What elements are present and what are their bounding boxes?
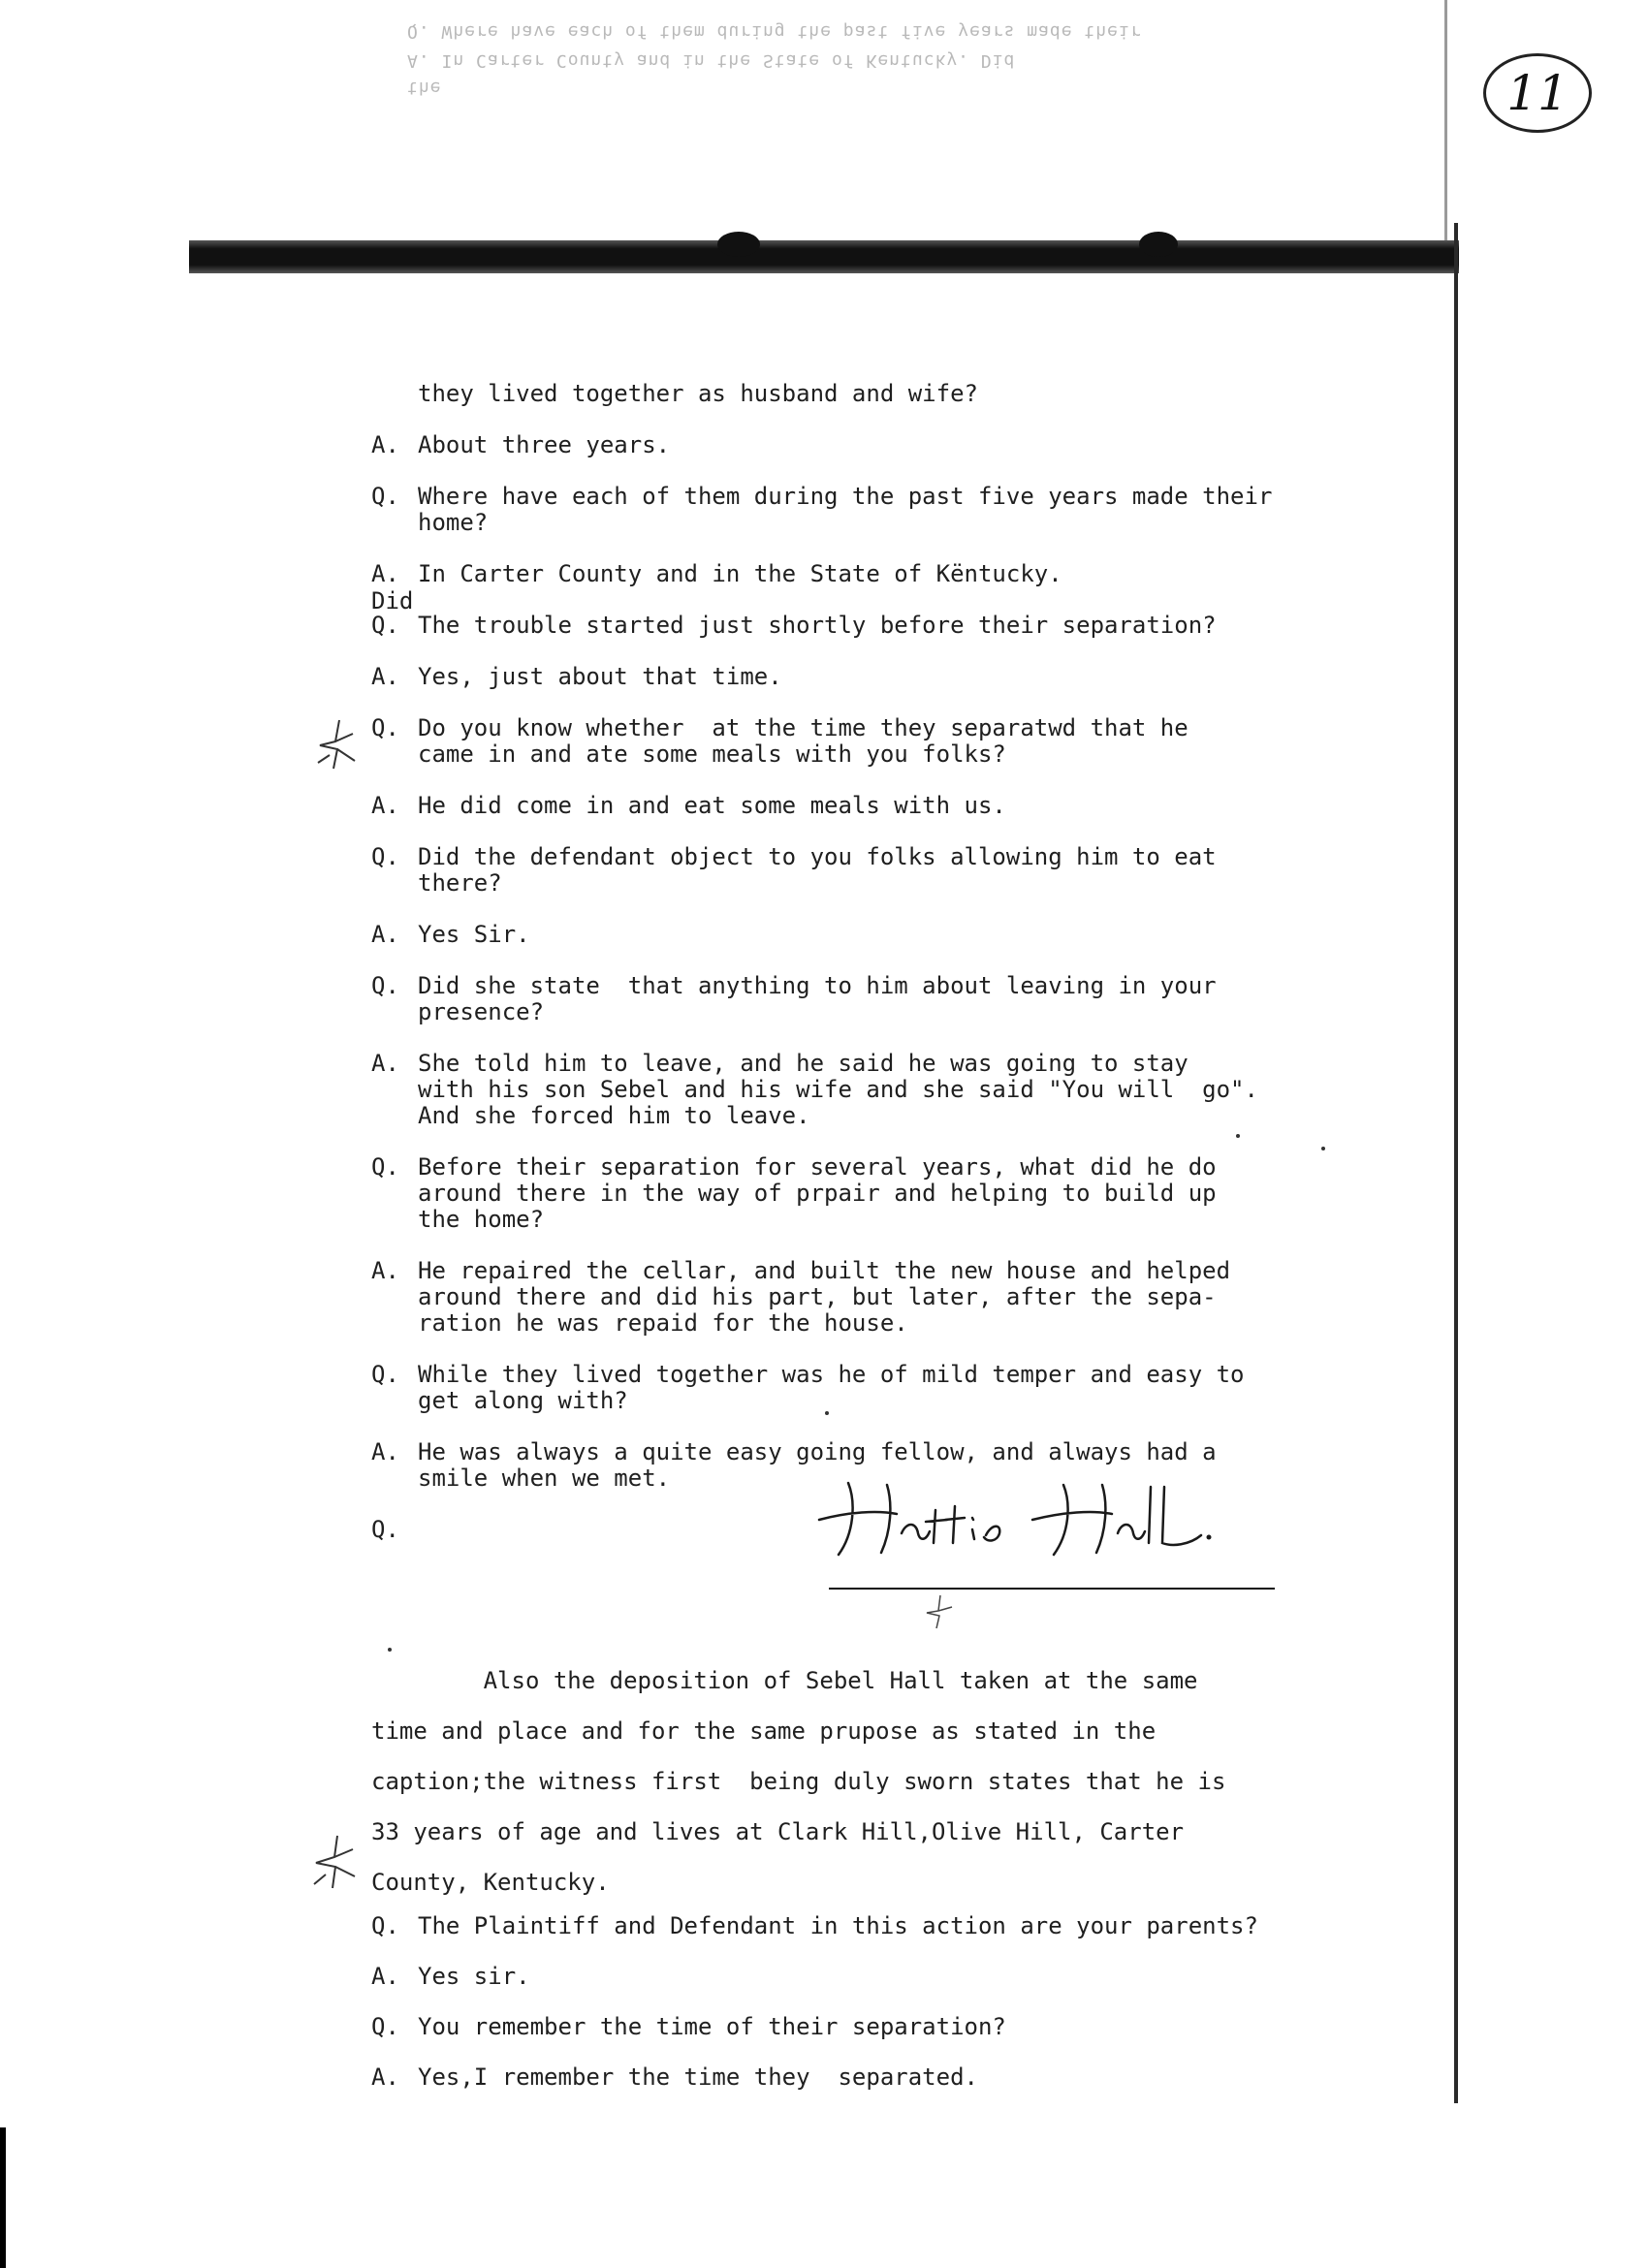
entry-text: While they lived together was he of mild temper and easy to get along with? [418, 1361, 1245, 1414]
margin-insertion-note: Did [371, 587, 414, 614]
transcript-entry [371, 613, 1370, 639]
transcript-entry [371, 922, 1370, 948]
transcript-entry [371, 715, 1370, 768]
question-marker: Q. [371, 1912, 399, 1939]
paragraph-line: time and place and for the same prupose as stated in the [371, 1717, 1157, 1745]
transcript-entry [371, 561, 1370, 587]
entry-text: He repaired the cellar, and built the new house and helped around there and did his part, but later, after the sepa- ration he was repaid for the house. [418, 1257, 1231, 1337]
answer-marker: A. [371, 2063, 399, 2091]
top-rule-bar [189, 240, 1459, 273]
speck-mark [388, 1648, 392, 1652]
paragraph-line: Also the deposition of Sebel Hall taken at the same [371, 1667, 1198, 1694]
question-marker: Q. [371, 1361, 399, 1388]
transcript-entry [371, 484, 1370, 536]
answer-marker: A. [371, 1050, 399, 1077]
smudge-mark-icon [921, 1591, 960, 1632]
bleed-through-line-3: the [407, 78, 442, 98]
transcript-entry [371, 1258, 1370, 1337]
entry-text: Yes Sir. [418, 921, 530, 948]
answer-marker: A. [371, 431, 399, 458]
question-marker: Q. [371, 1516, 399, 1543]
rule-blot [717, 232, 760, 257]
entry-text: He was always a quite easy going fellow, and always had a smile when we met. [418, 1438, 1217, 1492]
entry-text: Do you know whether at the time they separatwd that he came in and ate some meals with you folks? [418, 714, 1188, 768]
answer-marker: A. [371, 1257, 399, 1284]
bleed-through-line-1: Q. Where have each of them during the past five years made their [407, 21, 1142, 42]
answer-marker: A. [371, 792, 399, 819]
entry-text: About three years. [418, 431, 671, 458]
page-number-circle [1483, 53, 1592, 133]
entry-text: Did she state that anything to him about leaving in your presence? [418, 972, 1217, 1025]
question-marker: Q. [371, 714, 399, 741]
transcript-entry [371, 1051, 1370, 1129]
signature-line [829, 1588, 1275, 1590]
rule-blot [1139, 232, 1178, 257]
question-marker: Q. [371, 972, 399, 999]
answer-marker: A. [371, 1963, 399, 1990]
bleed-through-line-2: A. In Carter County and in the State of Kentucky. Did [407, 50, 1016, 71]
transcript-entry [371, 1913, 1370, 1939]
page-number: 11 [1506, 65, 1569, 121]
transcript-entry [371, 793, 1370, 819]
speck-mark [1236, 1134, 1240, 1138]
paragraph-line: caption;the witness first being duly sworn states that he is [371, 1768, 1226, 1795]
answer-marker: A. [371, 663, 399, 690]
signature-hattie-hall [809, 1473, 1236, 1560]
entry-text: In Carter County and in the State of Këntucky. [418, 560, 1062, 587]
scan-edge-bar [0, 2127, 6, 2268]
speck-mark [825, 1411, 829, 1415]
testimony-transcript-sebel-hall [371, 1913, 1370, 2115]
testimony-transcript [371, 381, 1370, 1543]
question-marker: Q. [371, 612, 399, 639]
entry-text: Before their separation for several years, what did he do around there in the way of prpair and helping to build up the home? [418, 1153, 1217, 1233]
speck-mark [1321, 1147, 1325, 1150]
answer-marker: A. [371, 1438, 399, 1465]
margin-scribble-icon [310, 712, 368, 780]
transcript-entry [418, 381, 1370, 407]
answer-marker: A. [371, 560, 399, 587]
transcript-entry [371, 973, 1370, 1025]
entry-text: Yes,I remember the time they separated. [418, 2063, 978, 2091]
question-marker: Q. [371, 843, 399, 870]
entry-text: You remember the time of their separation? [418, 2013, 1006, 2040]
page-edge-shadow-top [1444, 0, 1447, 247]
page-edge-line [1454, 223, 1458, 2103]
answer-marker: A. [371, 921, 399, 948]
entry-text: He did come in and eat some meals with us. [418, 792, 1006, 819]
transcript-entry [371, 1964, 1370, 1990]
margin-scribble-icon [308, 1830, 366, 1898]
transcript-entry [371, 1362, 1370, 1414]
transcript-entry [371, 2014, 1370, 2040]
question-marker: Q. [371, 483, 399, 510]
paragraph-line: County, Kentucky. [371, 1869, 610, 1896]
deposition-paragraph [371, 1655, 1370, 1907]
entry-text: The trouble started just shortly before their separation? [418, 612, 1217, 639]
transcript-entry [371, 2064, 1370, 2091]
entry-text: The Plaintiff and Defendant in this action are your parents? [418, 1912, 1258, 1939]
paragraph-line: 33 years of age and lives at Clark Hill,Olive Hill, Carter [371, 1818, 1185, 1845]
entry-text: Yes, just about that time. [418, 663, 782, 690]
transcript-entry [371, 1154, 1370, 1233]
entry-text: She told him to leave, and he said he was going to stay with his son Sebel and his wife and she said "You will go". And she forced him to leave. [418, 1050, 1258, 1129]
entry-text: Where have each of them during the past five years made their home? [418, 483, 1273, 536]
transcript-entry [371, 664, 1370, 690]
question-marker: Q. [371, 1153, 399, 1181]
transcript-entry [371, 844, 1370, 897]
entry-text: they lived together as husband and wife? [418, 380, 978, 407]
question-marker: Q. [371, 2013, 399, 2040]
entry-text: Yes sir. [418, 1963, 530, 1990]
transcript-entry [371, 432, 1370, 458]
entry-text: Did the defendant object to you folks allowing him to eat there? [418, 843, 1217, 897]
